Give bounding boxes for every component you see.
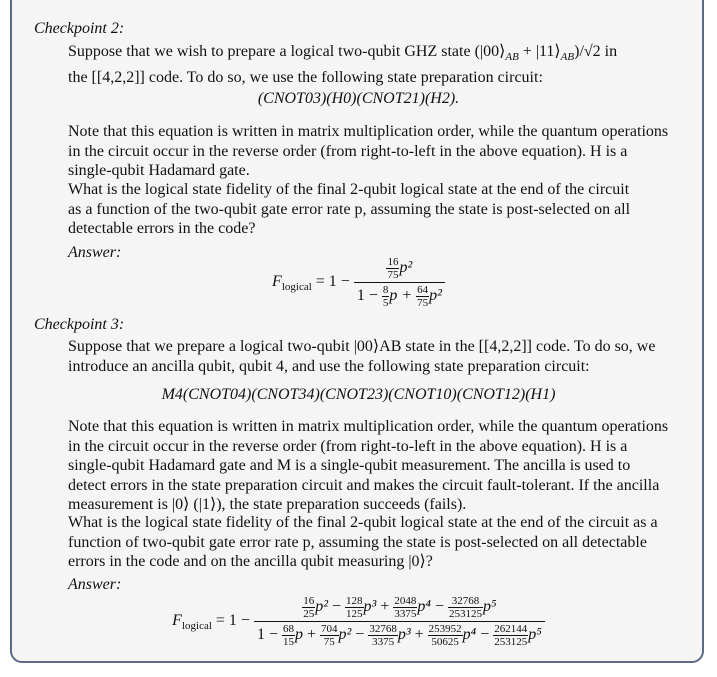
note-line: measurement is |0⟩ (|1⟩), the state preparation succeeds (fails). — [68, 496, 467, 513]
term-power: p³ — [363, 598, 377, 616]
intro-line-1: Suppose that we wish to prepare a logical two-qubit GHZ state ($|00⟩_{AB}$ + $|11⟩_{AB})/√2$ in — [68, 43, 618, 63]
term-sign: + — [410, 626, 428, 644]
note-line: in the circuit occur in the reverse order (from right-to-left in the above equation). H is a — [68, 437, 628, 455]
term-power: p⁵ — [528, 626, 542, 644]
note-line: Note that this equation is written in matrix multiplication order, while the quantum operations — [68, 418, 669, 435]
term-power: p⁵ — [482, 598, 497, 616]
checkpoint-3-question — [68, 513, 680, 572]
checkpoint-2-intro — [68, 42, 680, 87]
term-coefficient: $\frac{253952}{50625}$ — [428, 623, 462, 648]
checkpoint-3-heading: Checkpoint 3: — [34, 316, 125, 333]
term-sign: − — [476, 626, 494, 644]
checkpoint-3-answer-label: Answer: — [68, 576, 122, 593]
question-line: What is the logical state fidelity of the final 2-qubit logical state at the end of the circuit — [68, 181, 630, 198]
term-power: p — [294, 626, 303, 644]
question-line: What is the logical state fidelity of the final 2-qubit logical state at the end of the circuit as a — [68, 514, 658, 531]
term-power: p³ — [397, 626, 411, 644]
checkpoint-2-formula: $F_{logical} = 1$ − $\frac{16}{75}$ p² 1 − $\frac{8}{5}$ p + $\frac{64}{75}$ p² — [0, 256, 717, 309]
intro-line: introduce an ancilla qubit, qubit 4, and use the following state preparation circuit: — [68, 357, 590, 375]
term-coefficient: $\frac{2048}{3375}$ — [394, 595, 417, 620]
note-line: Note that this equation is written in matrix multiplication order, while the quantum operations — [68, 123, 669, 140]
checkpoint-2-answer-label: Answer: — [68, 244, 122, 261]
fidelity-fraction: $\frac{16}{75}$ p² 1 − $\frac{8}{5}$ p + $\frac{64}{75}$ p² — [354, 256, 445, 309]
term-coefficient: $\frac{16}{25}$ — [303, 595, 315, 620]
term-power: p² — [338, 626, 352, 644]
term-coefficient: $\frac{704}{75}$ — [321, 623, 338, 648]
checkpoint-3-intro — [68, 337, 680, 376]
term-sign: − — [430, 598, 448, 616]
term-sign: − — [351, 626, 369, 644]
checkpoint-2-heading: Checkpoint 2: — [34, 20, 125, 37]
term-coefficient: $\frac{32768}{253125}$ — [448, 595, 482, 620]
checkpoint-3-circuit: M4(CNOT04)(CNOT34)(CNOT23)(CNOT10)(CNOT12)(H1) — [161, 386, 556, 403]
term-sign: − — [328, 598, 346, 616]
term-coefficient: $\frac{262144}{253125}$ — [494, 623, 528, 648]
term-power: p⁴ — [417, 598, 431, 616]
question-line: detectable errors in the code? — [68, 220, 256, 237]
note-line: single-qubit Hadamard gate and M is a single-qubit measurement. The ancilla is used to — [68, 457, 631, 474]
checkpoint-3-note — [68, 417, 680, 515]
term-coefficient: $\frac{68}{15}$ — [282, 623, 294, 648]
note-line: in the circuit occur in the reverse order (from right-to-left in the above equation). H is a — [68, 142, 628, 160]
term-power: p⁴ — [462, 626, 477, 644]
checkpoint-3-formula: $F_{logical} = 1$ − $\frac{16}{25}$ p² − $\frac{128}{125}$ p³ + $\frac{2048}{3375}$ p⁴ − $\frac{32768}{253125}$ p⁵ 1 − $\frac{68}{15}$ p + $\frac{704}{75}$ p² − $\frac{32768}{3375}$ p³ + $\frac{253952}{50625}$ p⁴ − $\frac{262144}{253125}$ p⁵ — [0, 595, 717, 648]
term-sign: + — [376, 598, 394, 616]
term-sign: + — [302, 626, 320, 644]
question-line: as a function of the two-qubit gate error rate p, assuming the state is post-selected on all — [68, 200, 631, 218]
checkpoint-2-circuit: (CNOT03)(H0)(CNOT21)(H2). — [257, 90, 460, 107]
checkpoint-2-note — [68, 122, 680, 181]
term-power: p² — [315, 598, 329, 616]
term-coefficient: $\frac{128}{125}$ — [346, 595, 363, 620]
note-line: single-qubit Hadamard gate. — [68, 162, 250, 179]
note-line: detect errors in the state preparation circuit and makes the circuit fault-tolerant. If the ancilla — [68, 476, 660, 494]
term-coefficient: $\frac{32768}{3375}$ — [369, 623, 397, 648]
intro-line-2: the [[4,2,2]] code. To do so, we use the following state preparation circuit: — [68, 68, 543, 86]
checkpoint-2-question — [68, 180, 680, 239]
fidelity-fraction: $\frac{16}{25}$ p² − $\frac{128}{125}$ p³ + $\frac{2048}{3375}$ p⁴ − $\frac{32768}{253125}$ p⁵ 1 − $\frac{68}{15}$ p + $\frac{704}{75}$ p² − $\frac{32768}{3375}$ p³ + $\frac{253952}{50625}$ p⁴ − $\frac{262144}{253125}$ p⁵ — [254, 595, 545, 648]
question-line: function of two-qubit gate error rate p, assuming the state is post-selected on all detectable — [68, 533, 647, 551]
question-line: errors in the code and on the ancilla qubit measuring |0⟩? — [68, 553, 433, 570]
intro-line: Suppose that we prepare a logical two-qubit |00⟩AB state in the [[4,2,2]] code. To do so, we — [68, 338, 656, 355]
